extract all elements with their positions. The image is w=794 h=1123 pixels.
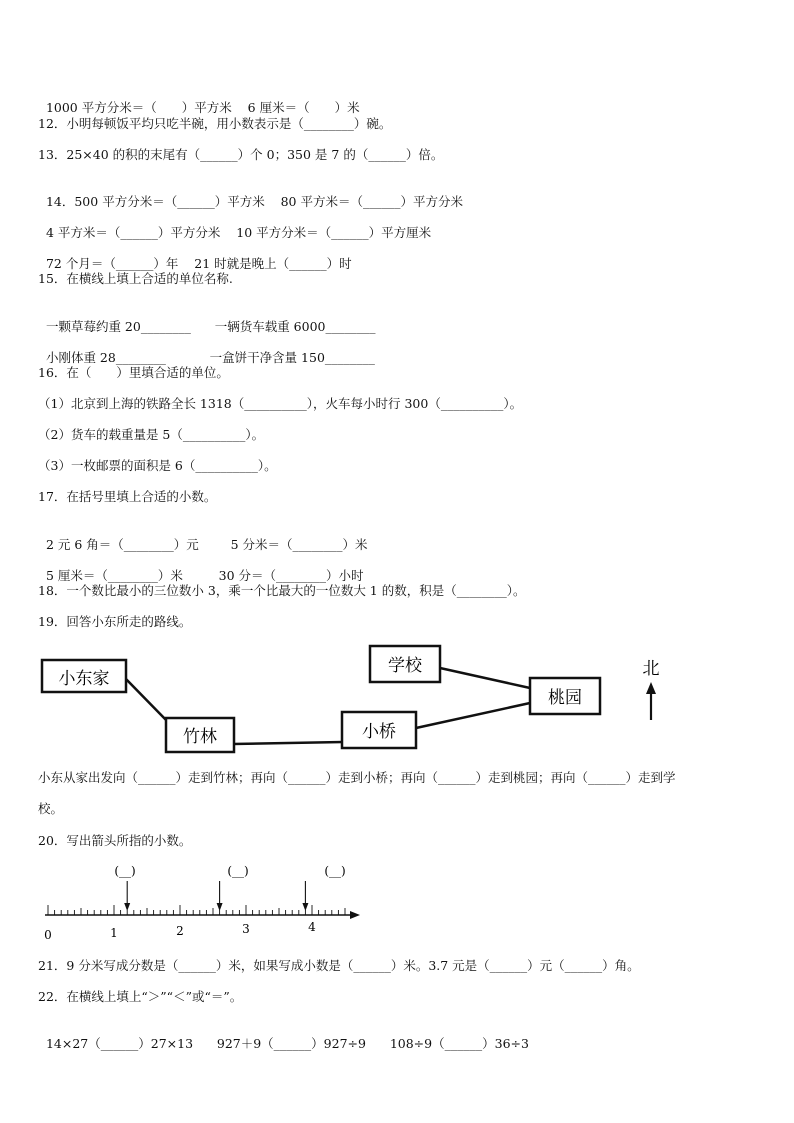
q14-item-e: 72 个月＝（______）年 bbox=[45, 256, 179, 271]
question-21: 21．9 分米写成分数是（______）米，如果写成小数是（______）米。3.7 元是（______）元（______）角。 bbox=[38, 958, 640, 973]
place-home-label: 小东家 bbox=[58, 669, 110, 689]
question-19-answer-1: 小东从家出发向（______）走到竹林；再向（______）走到小桥；再向（______）走到桃园；再向（______）走到学 bbox=[38, 770, 676, 785]
q17-item-c: 5 厘米＝（________）米 bbox=[45, 568, 183, 583]
pointer-arrow-icon bbox=[124, 903, 130, 911]
question-15-row1 bbox=[38, 303, 375, 335]
q14-item-b: 80 平方米＝（______）平方分米 bbox=[280, 194, 463, 209]
route-bamboo-bridge bbox=[233, 742, 343, 744]
question-19: 19．回答小东所走的路线。 bbox=[38, 614, 192, 629]
line-area-conversion bbox=[38, 84, 360, 116]
question-14-row2 bbox=[38, 209, 431, 241]
place-peach bbox=[530, 678, 600, 714]
north-indicator bbox=[643, 659, 660, 720]
place-peach-label: 桃园 bbox=[548, 688, 582, 708]
question-22: 22．在横线上填上“＞”“＜”或“＝”。 bbox=[38, 989, 243, 1004]
q15-item-d: 一盒饼干净含量 150________ bbox=[209, 350, 375, 365]
q17-item-d: 30 分＝（________）小时 bbox=[218, 568, 364, 583]
q17-item-a: 2 元 6 角＝（________）元 bbox=[45, 537, 199, 552]
question-16-3: （3）一枚邮票的面积是 6（__________）。 bbox=[38, 458, 277, 473]
route-bridge-peach bbox=[416, 703, 530, 728]
tick-label: 1 bbox=[110, 926, 118, 940]
question-15: 15．在横线上填上合适的单位名称. bbox=[38, 271, 233, 286]
question-16: 16．在（ ）里填合适的单位。 bbox=[38, 365, 229, 380]
pointer-arrow-icon bbox=[302, 903, 308, 911]
q14-item-c: 4 平方米＝（______）平方分米 bbox=[45, 225, 221, 240]
place-bamboo-label: 竹林 bbox=[183, 727, 217, 747]
q22-item-b: 927＋9（______）927÷9 bbox=[216, 1036, 366, 1051]
q-6-cm: 6 厘米＝（ ）米 bbox=[247, 100, 360, 115]
north-label: 北 bbox=[642, 659, 660, 679]
q15-item-b: 一辆货车载重 6000________ bbox=[214, 319, 376, 334]
question-18: 18．一个数比最小的三位数小 3，乘一个比最大的一位数大 1 的数，积是（________）。 bbox=[38, 583, 526, 598]
place-school-label: 学校 bbox=[388, 656, 422, 676]
question-17: 17．在括号里填上合适的小数。 bbox=[38, 489, 217, 504]
number-line-pointers bbox=[114, 864, 345, 911]
place-bridge bbox=[342, 712, 416, 748]
number-line-labels bbox=[44, 920, 316, 942]
pointer-arrow-icon bbox=[217, 903, 223, 911]
route-home-bamboo bbox=[125, 678, 168, 722]
number-line-ticks bbox=[48, 905, 345, 915]
question-16-2: （2）货车的载重量是 5（__________）。 bbox=[38, 427, 265, 442]
q22-item-c: 108÷9（______）36÷3 bbox=[389, 1036, 529, 1051]
tick-label: 0 bbox=[44, 928, 52, 942]
pointer-blank: (__) bbox=[227, 864, 249, 878]
place-bamboo bbox=[166, 718, 234, 752]
q22-item-a: 14×27（______）27×13 bbox=[45, 1036, 194, 1051]
q15-item-c: 小刚体重 28________ bbox=[45, 350, 166, 365]
question-14-row3 bbox=[38, 240, 352, 272]
question-22-row bbox=[38, 1020, 529, 1052]
pointer-blank: (__) bbox=[324, 864, 346, 878]
tick-label: 2 bbox=[176, 924, 184, 938]
number-line bbox=[30, 855, 380, 945]
question-17-row1 bbox=[38, 521, 368, 553]
question-19-answer-2: 校。 bbox=[38, 801, 64, 816]
question-16-1: （1）北京到上海的铁路全长 1318（__________），火车每小时行 300（__________）。 bbox=[38, 396, 523, 411]
question-20: 20．写出箭头所指的小数。 bbox=[38, 833, 192, 848]
route-peach-school bbox=[440, 668, 530, 688]
pointer-blank: (__) bbox=[114, 864, 136, 878]
north-arrow-icon bbox=[646, 682, 656, 694]
question-14-row1 bbox=[38, 178, 463, 210]
question-12: 12．小明每顿饭平均只吃半碗，用小数表示是（________）碗。 bbox=[38, 116, 392, 131]
q14-item-a: 14．500 平方分米＝（______）平方米 bbox=[45, 194, 265, 209]
tick-label: 3 bbox=[242, 922, 250, 936]
place-bridge-label: 小桥 bbox=[362, 722, 396, 742]
q15-item-a: 一颗草莓约重 20________ bbox=[45, 319, 191, 334]
q14-item-f: 21 时就是晚上（______）时 bbox=[194, 256, 352, 271]
tick-label: 4 bbox=[308, 920, 316, 934]
place-school bbox=[370, 646, 440, 682]
q-1000-sq-dm: 1000 平方分米＝（ ）平方米 bbox=[45, 100, 232, 115]
place-home bbox=[42, 660, 126, 692]
q14-item-d: 10 平方分米＝（______）平方厘米 bbox=[236, 225, 432, 240]
q17-item-b: 5 分米＝（________）米 bbox=[230, 537, 368, 552]
number-line-arrowhead bbox=[350, 911, 360, 919]
question-15-row2 bbox=[38, 334, 375, 366]
route-map bbox=[30, 638, 730, 756]
question-13: 13．25×40 的积的末尾有（______）个 0；350 是 7 的（______）倍。 bbox=[38, 147, 444, 162]
question-17-row2 bbox=[38, 552, 364, 584]
